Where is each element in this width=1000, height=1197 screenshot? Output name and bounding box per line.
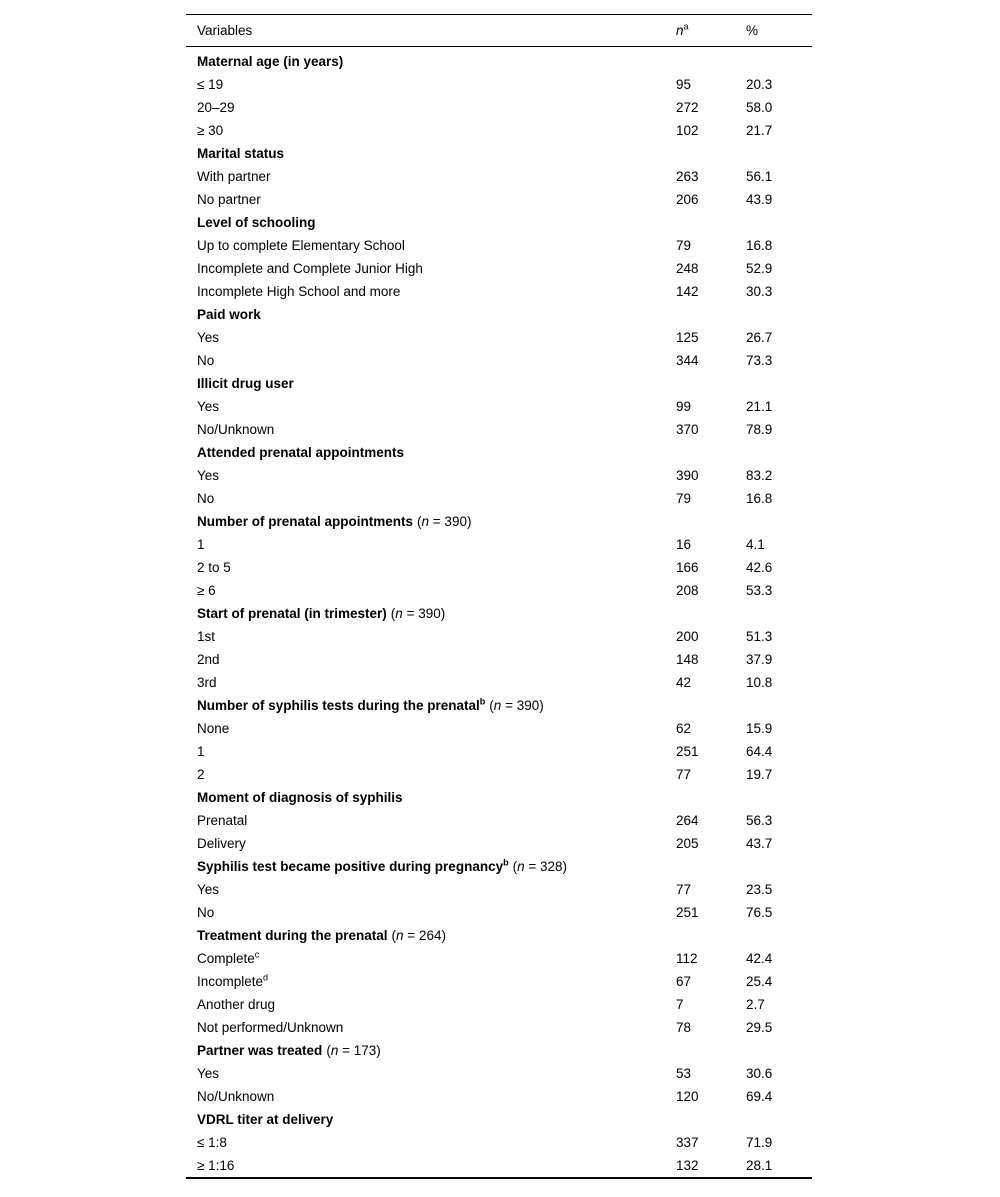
variable-label-cell xyxy=(186,671,676,694)
descriptive-statistics-table xyxy=(186,14,812,1179)
n-value-cell: 102 xyxy=(676,123,699,138)
percent-value-cell: 51.3 xyxy=(746,629,773,644)
n-value-cell: 166 xyxy=(676,560,699,575)
variable-label-cell xyxy=(186,487,676,510)
percent-value-cell: 21.7 xyxy=(746,123,773,138)
variable-label-cell xyxy=(186,993,676,1016)
data-row xyxy=(186,119,812,142)
category-label: Maternal age (in years) xyxy=(197,54,344,69)
variable-label-cell xyxy=(186,763,676,786)
n-value-cell: 132 xyxy=(676,1158,699,1173)
n-value-cell: 79 xyxy=(676,238,692,253)
data-row xyxy=(186,1154,812,1178)
n-value-cell: 67 xyxy=(676,974,692,989)
variable-label-cell xyxy=(186,717,676,740)
percent-value-cell: 69.4 xyxy=(746,1089,773,1104)
footnote-marker-a: a xyxy=(683,21,689,32)
n-value-cell: 77 xyxy=(676,767,692,782)
percent-value-cell: 42.4 xyxy=(746,951,773,966)
n-value-cell: 337 xyxy=(676,1135,699,1150)
percent-value-cell: 78.9 xyxy=(746,422,773,437)
variable-label-cell xyxy=(186,556,676,579)
category-label: Level of schooling xyxy=(197,215,316,230)
variable-label-cell xyxy=(186,326,676,349)
variable-label: No xyxy=(197,905,215,920)
percent-value-cell: 19.7 xyxy=(746,767,773,782)
footnote-marker-d: d xyxy=(263,972,269,983)
footnote-marker-b: b xyxy=(503,857,509,868)
data-row xyxy=(186,947,812,970)
variable-label: Not performed/Unknown xyxy=(197,1020,344,1035)
category-label: Attended prenatal appointments xyxy=(197,445,405,460)
data-row xyxy=(186,970,812,993)
sample-size-note: (n = 390) xyxy=(489,698,544,713)
variable-label-cell xyxy=(186,1062,676,1085)
variable-label-cell xyxy=(186,257,676,280)
n-value-cell: 248 xyxy=(676,261,699,276)
variable-label-cell xyxy=(186,625,676,648)
percent-value-cell: 42.6 xyxy=(746,560,773,575)
n-value-cell: 99 xyxy=(676,399,692,414)
variable-label-cell xyxy=(186,832,676,855)
category-label-cell xyxy=(186,510,676,533)
category-label-cell xyxy=(186,47,676,74)
category-row xyxy=(186,602,812,625)
percent-value-cell: 58.0 xyxy=(746,100,773,115)
data-row xyxy=(186,349,812,372)
category-row xyxy=(186,1108,812,1131)
data-row xyxy=(186,625,812,648)
category-label: Start of prenatal (in trimester) xyxy=(197,606,387,621)
variable-label: Another drug xyxy=(197,997,276,1012)
percent-value-cell: 43.7 xyxy=(746,836,773,851)
percent-value-cell: 25.4 xyxy=(746,974,773,989)
variable-label-cell xyxy=(186,947,676,970)
variable-label: Yes xyxy=(197,468,220,483)
percent-value-cell: 26.7 xyxy=(746,330,773,345)
data-row xyxy=(186,464,812,487)
category-label-cell xyxy=(186,1039,676,1062)
variable-label-cell xyxy=(186,349,676,372)
percent-value-cell: 23.5 xyxy=(746,882,773,897)
variable-label-cell xyxy=(186,809,676,832)
data-row xyxy=(186,73,812,96)
percent-value-cell xyxy=(746,441,812,464)
variable-label: 3rd xyxy=(197,675,217,690)
variable-label: 2 to 5 xyxy=(197,560,231,575)
variable-label: Incomplete High School and more xyxy=(197,284,401,299)
category-label-cell xyxy=(186,211,676,234)
data-row xyxy=(186,533,812,556)
variable-label-cell xyxy=(186,878,676,901)
variable-label: None xyxy=(197,721,230,736)
variable-label: Complete xyxy=(197,951,255,966)
variable-label: ≤ 1:8 xyxy=(197,1135,227,1150)
n-value-cell: 62 xyxy=(676,721,692,736)
variable-label: ≥ 30 xyxy=(197,123,224,138)
percent-value-cell: 56.1 xyxy=(746,169,773,184)
percent-value-cell: 73.3 xyxy=(746,353,773,368)
category-label: Treatment during the prenatal xyxy=(197,928,388,943)
variable-label: No/Unknown xyxy=(197,1089,275,1104)
category-label-cell xyxy=(186,1108,676,1131)
percent-value-cell: 29.5 xyxy=(746,1020,773,1035)
n-value-cell: 251 xyxy=(676,744,699,759)
n-value-cell: 78 xyxy=(676,1020,692,1035)
n-value-cell xyxy=(676,855,746,878)
n-value-cell xyxy=(676,303,746,326)
data-row xyxy=(186,395,812,418)
n-value-cell: 390 xyxy=(676,468,699,483)
variable-label: No partner xyxy=(197,192,261,207)
category-row xyxy=(186,1039,812,1062)
n-value-cell xyxy=(676,142,746,165)
variable-label-cell xyxy=(186,280,676,303)
percent-value-cell xyxy=(746,303,812,326)
n-value-cell: 251 xyxy=(676,905,699,920)
category-row xyxy=(186,510,812,533)
data-row xyxy=(186,763,812,786)
variable-label-cell xyxy=(186,1085,676,1108)
data-row xyxy=(186,648,812,671)
variable-label: 1 xyxy=(197,537,205,552)
category-label: Illicit drug user xyxy=(197,376,294,391)
n-value-cell: 206 xyxy=(676,192,699,207)
n-value-cell: 205 xyxy=(676,836,699,851)
data-row xyxy=(186,717,812,740)
n-value-cell: 370 xyxy=(676,422,699,437)
variable-label: Incomplete xyxy=(197,974,264,989)
data-row xyxy=(186,556,812,579)
percent-value-cell: 43.9 xyxy=(746,192,773,207)
category-row xyxy=(186,303,812,326)
percent-value-cell xyxy=(746,47,812,74)
variable-label: Yes xyxy=(197,330,220,345)
n-value-cell: 77 xyxy=(676,882,692,897)
data-row xyxy=(186,671,812,694)
data-row xyxy=(186,993,812,1016)
data-row xyxy=(186,326,812,349)
data-row xyxy=(186,280,812,303)
variable-label: Yes xyxy=(197,882,220,897)
data-row xyxy=(186,418,812,441)
variable-label: ≥ 1:16 xyxy=(197,1158,235,1173)
data-row xyxy=(186,96,812,119)
variable-label: Up to complete Elementary School xyxy=(197,238,405,253)
category-label: Number of prenatal appointments xyxy=(197,514,414,529)
percent-value-cell: 71.9 xyxy=(746,1135,773,1150)
variable-label: With partner xyxy=(197,169,271,184)
category-label-cell xyxy=(186,786,676,809)
n-value-cell: 42 xyxy=(676,675,692,690)
n-value-cell: 263 xyxy=(676,169,699,184)
category-row xyxy=(186,372,812,395)
variable-label: 1 xyxy=(197,744,205,759)
percent-value-cell: 4.1 xyxy=(746,537,765,552)
variable-label-cell xyxy=(186,740,676,763)
variable-label: Prenatal xyxy=(197,813,248,828)
variable-label-cell xyxy=(186,970,676,993)
n-value-cell xyxy=(676,1039,746,1062)
category-row xyxy=(186,142,812,165)
table-body xyxy=(186,47,812,1179)
n-value-cell: 208 xyxy=(676,583,699,598)
category-row xyxy=(186,924,812,947)
percent-value-cell xyxy=(746,142,812,165)
percent-value-cell: 16.8 xyxy=(746,491,773,506)
data-row xyxy=(186,1131,812,1154)
percent-value-cell: 21.1 xyxy=(746,399,773,414)
percent-value-cell: 10.8 xyxy=(746,675,773,690)
n-value-cell xyxy=(676,441,746,464)
data-row xyxy=(186,1062,812,1085)
percent-value-cell: 56.3 xyxy=(746,813,773,828)
n-value-cell: 344 xyxy=(676,353,699,368)
data-row xyxy=(186,487,812,510)
data-row xyxy=(186,1085,812,1108)
n-symbol: n xyxy=(676,23,684,38)
variable-label-cell xyxy=(186,1154,676,1178)
variable-label: ≤ 19 xyxy=(197,77,224,92)
variable-label-cell xyxy=(186,579,676,602)
n-value-cell: 125 xyxy=(676,330,699,345)
n-value-cell: 142 xyxy=(676,284,699,299)
category-row xyxy=(186,855,812,878)
category-label: VDRL titer at delivery xyxy=(197,1112,334,1127)
variable-label: Yes xyxy=(197,1066,220,1081)
n-value-cell xyxy=(676,924,746,947)
n-value-cell: 95 xyxy=(676,77,692,92)
n-value-cell: 120 xyxy=(676,1089,699,1104)
data-row xyxy=(186,234,812,257)
percent-value-cell: 2.7 xyxy=(746,997,765,1012)
category-label-cell xyxy=(186,303,676,326)
footnote-marker-b: b xyxy=(479,696,486,707)
percent-value-cell: 37.9 xyxy=(746,652,773,667)
n-value-cell xyxy=(676,372,746,395)
n-value-cell xyxy=(676,694,746,717)
percent-value-cell xyxy=(746,694,812,717)
variable-label-cell xyxy=(186,464,676,487)
percent-value-cell: 30.3 xyxy=(746,284,773,299)
n-value-cell: 272 xyxy=(676,100,699,115)
n-value-cell xyxy=(676,786,746,809)
variable-label-cell xyxy=(186,533,676,556)
category-label: Partner was treated xyxy=(197,1043,323,1058)
category-label: Syphilis test became positive during pregnancy xyxy=(197,859,504,874)
variable-label: Yes xyxy=(197,399,220,414)
category-label: Moment of diagnosis of syphilis xyxy=(197,790,403,805)
n-value-cell xyxy=(676,602,746,625)
category-label-cell xyxy=(186,441,676,464)
percent-value-cell xyxy=(746,372,812,395)
sample-size-note: (n = 173) xyxy=(326,1043,381,1058)
variable-label: ≥ 6 xyxy=(197,583,216,598)
percent-value-cell: 30.6 xyxy=(746,1066,773,1081)
footnote-marker-c: c xyxy=(254,949,260,960)
variable-label-cell xyxy=(186,648,676,671)
variable-label: No xyxy=(197,353,215,368)
variable-label-cell xyxy=(186,73,676,96)
variable-label-cell xyxy=(186,418,676,441)
data-row xyxy=(186,579,812,602)
category-row xyxy=(186,694,812,717)
n-value-cell: 112 xyxy=(676,951,698,966)
column-header-variables: Variables xyxy=(197,23,253,38)
percent-value-cell: 83.2 xyxy=(746,468,773,483)
variable-label: Incomplete and Complete Junior High xyxy=(197,261,423,276)
percent-value-cell xyxy=(746,510,812,533)
variable-label-cell xyxy=(186,165,676,188)
variable-label: 2 xyxy=(197,767,205,782)
category-label: Number of syphilis tests during the prenatal xyxy=(197,698,480,713)
percent-value-cell xyxy=(746,211,812,234)
category-row xyxy=(186,47,812,74)
variable-label-cell xyxy=(186,1131,676,1154)
n-value-cell xyxy=(676,1108,746,1131)
table-header-row xyxy=(186,15,812,47)
n-value-cell: 53 xyxy=(676,1066,692,1081)
category-label-cell xyxy=(186,142,676,165)
column-header-n xyxy=(676,15,746,47)
data-row xyxy=(186,188,812,211)
sample-size-note: (n = 390) xyxy=(417,514,472,529)
variable-label-cell xyxy=(186,1016,676,1039)
percent-value-cell: 28.1 xyxy=(746,1158,773,1173)
data-row xyxy=(186,901,812,924)
variable-label: Delivery xyxy=(197,836,246,851)
percent-value-cell xyxy=(746,1039,812,1062)
n-value-cell: 7 xyxy=(676,997,684,1012)
variable-label-cell xyxy=(186,96,676,119)
percent-value-cell: 53.3 xyxy=(746,583,773,598)
category-label-cell xyxy=(186,694,676,717)
percent-value-cell: 20.3 xyxy=(746,77,773,92)
data-row xyxy=(186,809,812,832)
data-row xyxy=(186,1016,812,1039)
category-label-cell xyxy=(186,372,676,395)
data-row xyxy=(186,878,812,901)
variable-label: 20–29 xyxy=(197,100,235,115)
category-label: Marital status xyxy=(197,146,285,161)
category-label-cell xyxy=(186,855,676,878)
category-label: Paid work xyxy=(197,307,261,322)
percent-value-cell xyxy=(746,1108,812,1131)
percent-value-cell: 15.9 xyxy=(746,721,773,736)
variable-label-cell xyxy=(186,901,676,924)
data-row xyxy=(186,832,812,855)
sample-size-note: (n = 390) xyxy=(390,606,446,621)
percent-value-cell xyxy=(746,855,812,878)
data-row xyxy=(186,165,812,188)
percent-value-cell: 16.8 xyxy=(746,238,773,253)
n-value-cell xyxy=(676,47,746,74)
variable-label: 2nd xyxy=(197,652,220,667)
n-value-cell: 264 xyxy=(676,813,699,828)
data-row xyxy=(186,740,812,763)
sample-size-note: (n = 264) xyxy=(391,928,446,943)
column-header-percent: % xyxy=(746,23,759,38)
category-row xyxy=(186,211,812,234)
percent-value-cell xyxy=(746,924,812,947)
n-value-cell: 148 xyxy=(676,652,699,667)
category-row xyxy=(186,441,812,464)
percent-value-cell: 52.9 xyxy=(746,261,773,276)
variable-label-cell xyxy=(186,234,676,257)
paper-table-container xyxy=(186,14,812,1179)
variable-label-cell xyxy=(186,119,676,142)
percent-value-cell: 64.4 xyxy=(746,744,773,759)
variable-label-cell xyxy=(186,395,676,418)
variable-label: No xyxy=(197,491,215,506)
variable-label: 1st xyxy=(197,629,216,644)
category-row xyxy=(186,786,812,809)
n-value-cell: 16 xyxy=(676,537,692,552)
sample-size-note: (n = 328) xyxy=(512,859,568,874)
n-value-cell xyxy=(676,510,746,533)
variable-label: No/Unknown xyxy=(197,422,275,437)
category-label-cell xyxy=(186,602,676,625)
n-value-cell: 200 xyxy=(676,629,699,644)
data-row xyxy=(186,257,812,280)
n-value-cell: 79 xyxy=(676,491,692,506)
category-label-cell xyxy=(186,924,676,947)
variable-label-cell xyxy=(186,188,676,211)
n-value-cell xyxy=(676,211,746,234)
percent-value-cell: 76.5 xyxy=(746,905,773,920)
percent-value-cell xyxy=(746,602,812,625)
percent-value-cell xyxy=(746,786,812,809)
